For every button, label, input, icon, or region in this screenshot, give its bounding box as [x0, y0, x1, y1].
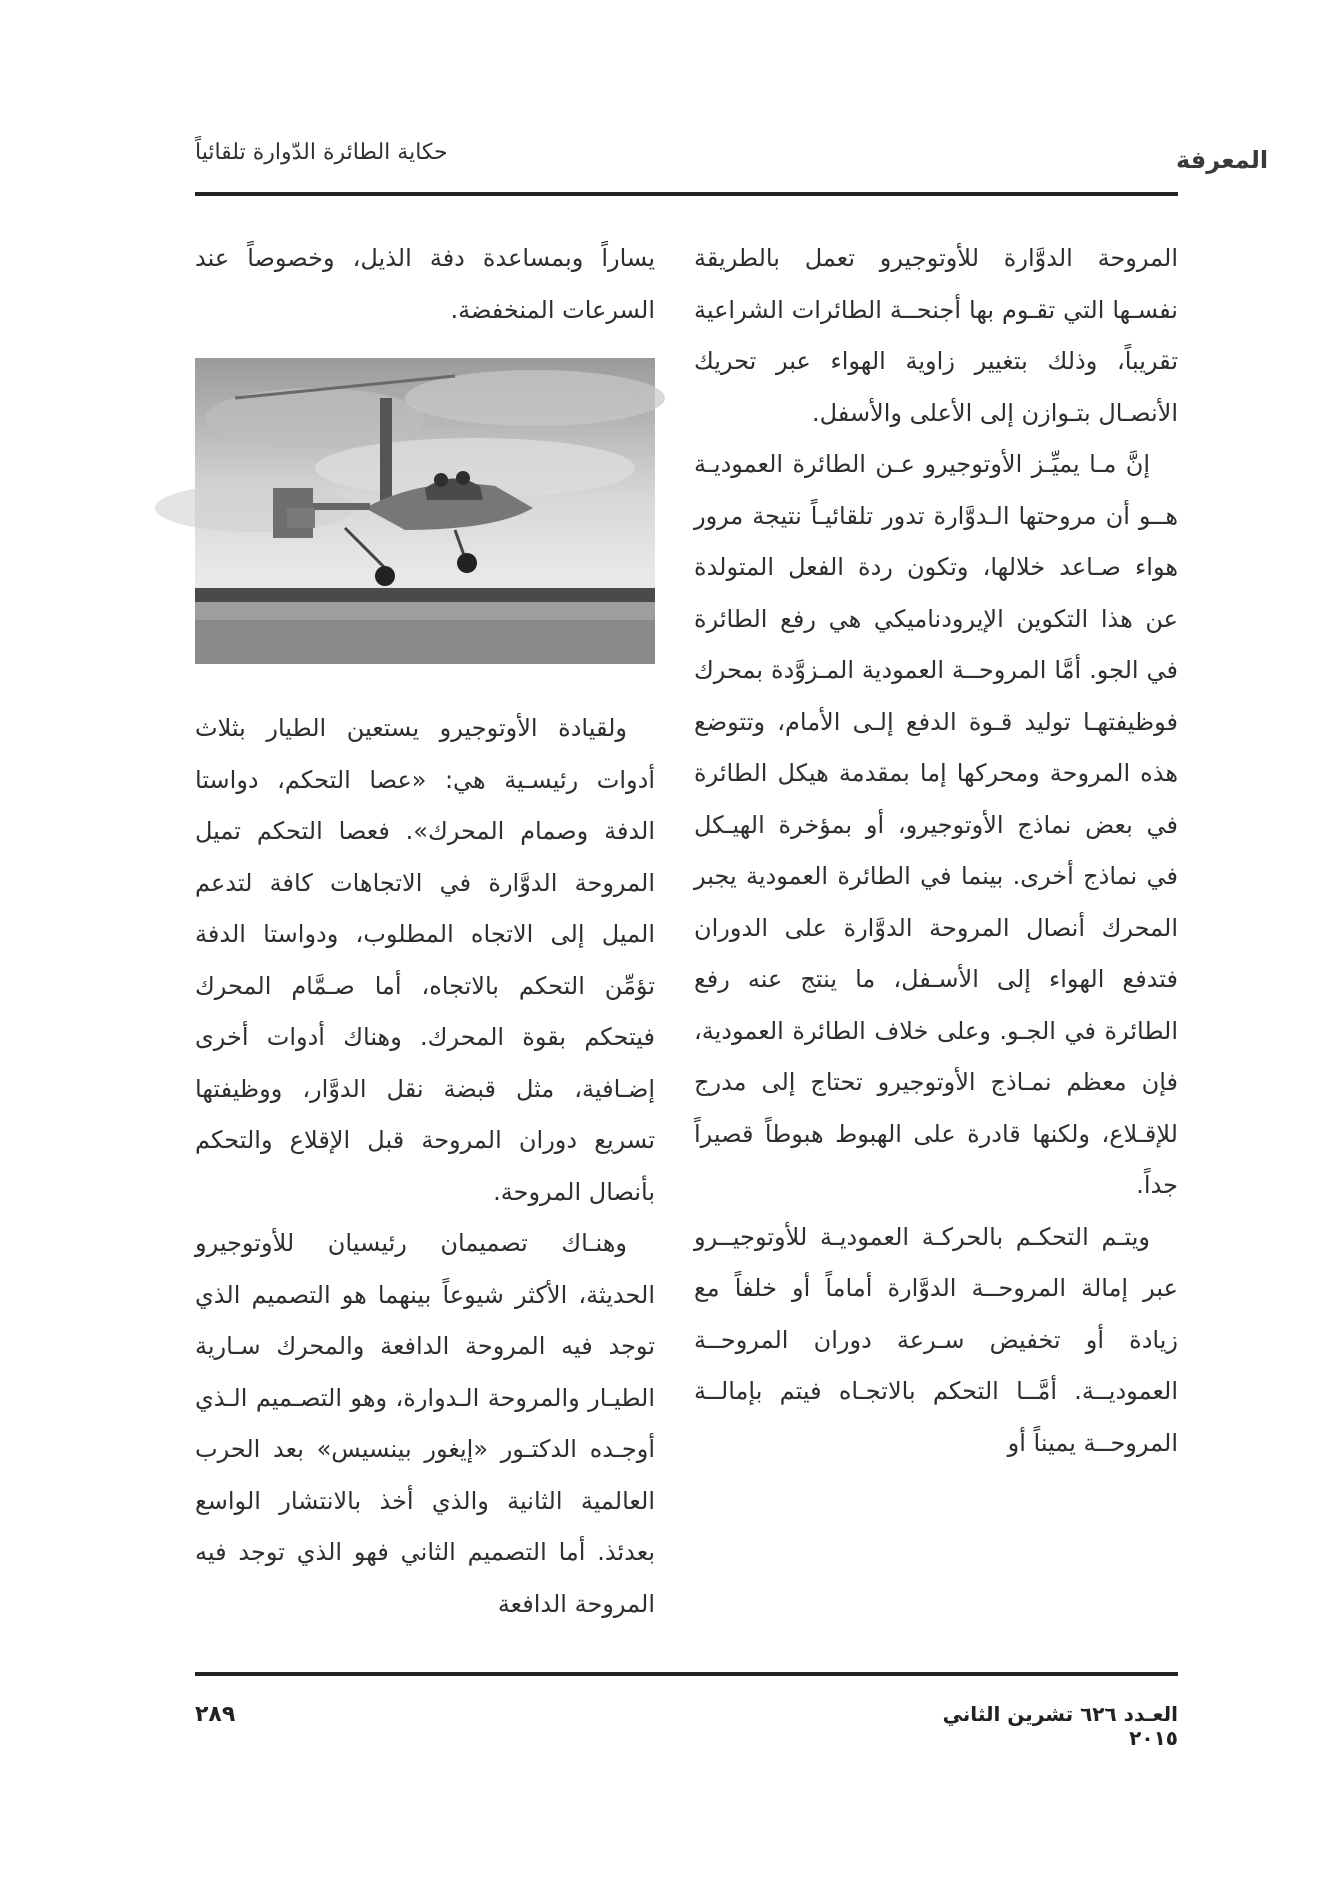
header-rule [195, 192, 1178, 196]
left-column-top [195, 233, 655, 336]
left-top-paragraph: يساراً وبمساعدة دفة الذيل، وخصوصاً عند السرعات المنخفضة. [195, 244, 655, 324]
left-paragraph-2: وهنـاك تصميمان رئيسيان للأوتوجيرو الحديثة، الأكثر شيوعاً بينهما هو التصميم الذي توجد فيه المروحة الدافعة والمحرك سـارية الطيـار والمروحة الـدوارة، وهو التصـميم الـذي أوجـده الدكتـور «إيغور بينسيس» بعد الحرب العالمية الثانية والذي أخذ بالانتشار الواسع بعدئذ. أما التصميم الثاني فهو الذي توجد فيه المروحة الدافعة [195, 1229, 655, 1618]
article-title: حكاية الطائرة الدّوارة تلقائياً [195, 140, 448, 165]
magazine-logo [1078, 144, 1269, 174]
right-paragraph-2: إنَّ مـا يميِّـز الأوتوجيرو عـن الطائرة العموديـة هــو أن مروحتها الـدوَّارة تدور تلقائيـاً نتيجة مرور هواء صـاعد خلالها، وتكون ردة الفعل المتولدة عن هذا التكوين الإيرودناميكي هي رفع الطائرة في الجو. أمَّا المروحــة العمودية المـزوَّدة بمحرك فوظيفتهـا توليد قـوة الدفع إلـى الأمام، وتتوضع هذه المروحة ومحركها إما بمقدمة هيكل الطائرة في بعض نماذج الأوتوجيرو، أو بمؤخرة الهيـكل في نماذج أخرى. بينما في الطائرة العمودية يجبر المحرك أنصال المروحة الدوَّارة على الدوران فتدفع الهواء إلى الأسـفل، ما ينتج عنه رفع الطائرة في الجـو. وعلى خلاف الطائرة العمودية، فإن معظم نمـاذج الأوتوجيرو تحتاج إلى مدرج للإقـلاع، ولكنها قادرة على الهبوط هبوطاً قصيراً جداً. [694, 450, 1178, 1199]
right-paragraph-1: المروحة الدوَّارة للأوتوجيرو تعمل بالطريقة نفسـها التي تقـوم بها أجنحــة الطائرات الشراعية تقريباً، وذلك بتغيير زاوية الهواء عبر تحريك الأنصـال بتـوازن إلى الأعلى والأسفل. [694, 244, 1178, 427]
left-column-bottom [195, 703, 655, 1630]
page-number: ٢٨٩ [195, 1702, 236, 1727]
right-column [694, 233, 1178, 1469]
magazine-logo-text: المعرفة [1176, 146, 1269, 174]
autogyro-photo [195, 358, 655, 664]
right-paragraph-3: ويتـم التحكـم بالحركـة العموديـة للأوتوجيــرو عبر إمالة المروحــة الدوَّارة أماماً أو خلفاً مع زيادة أو تخفيض سـرعة دوران المروحــة العموديــة. أمَّــا التحكم بالاتجـاه فيتم بإمالــة المروحــة يميناً أو [694, 1222, 1178, 1457]
issue-info: العـدد ٦٢٦ تشرين الثاني ٢٠١٥ [942, 1702, 1178, 1750]
footer-rule [195, 1672, 1178, 1676]
left-paragraph-1: ولقيادة الأوتوجيرو يستعين الطيار بثلاث أدوات رئيسـية هي: «عصا التحكم، دواستا الدفة وصمام المحرك». فعصا التحكم تميل المروحة الدوَّارة في الاتجاهات كافة لتدعم الميل إلى الاتجاه المطلوب، ودواستا الدفة تؤمِّن التحكم بالاتجاه، أما صـمَّام المحرك فيتحكم بقوة المحرك. وهناك أدوات أخرى إضـافية، مثل قبضة نقل الدوَّار، ووظيفتها تسريع دوران المروحة قبل الإقلاع والتحكم بأنصال المروحة. [195, 714, 655, 1206]
